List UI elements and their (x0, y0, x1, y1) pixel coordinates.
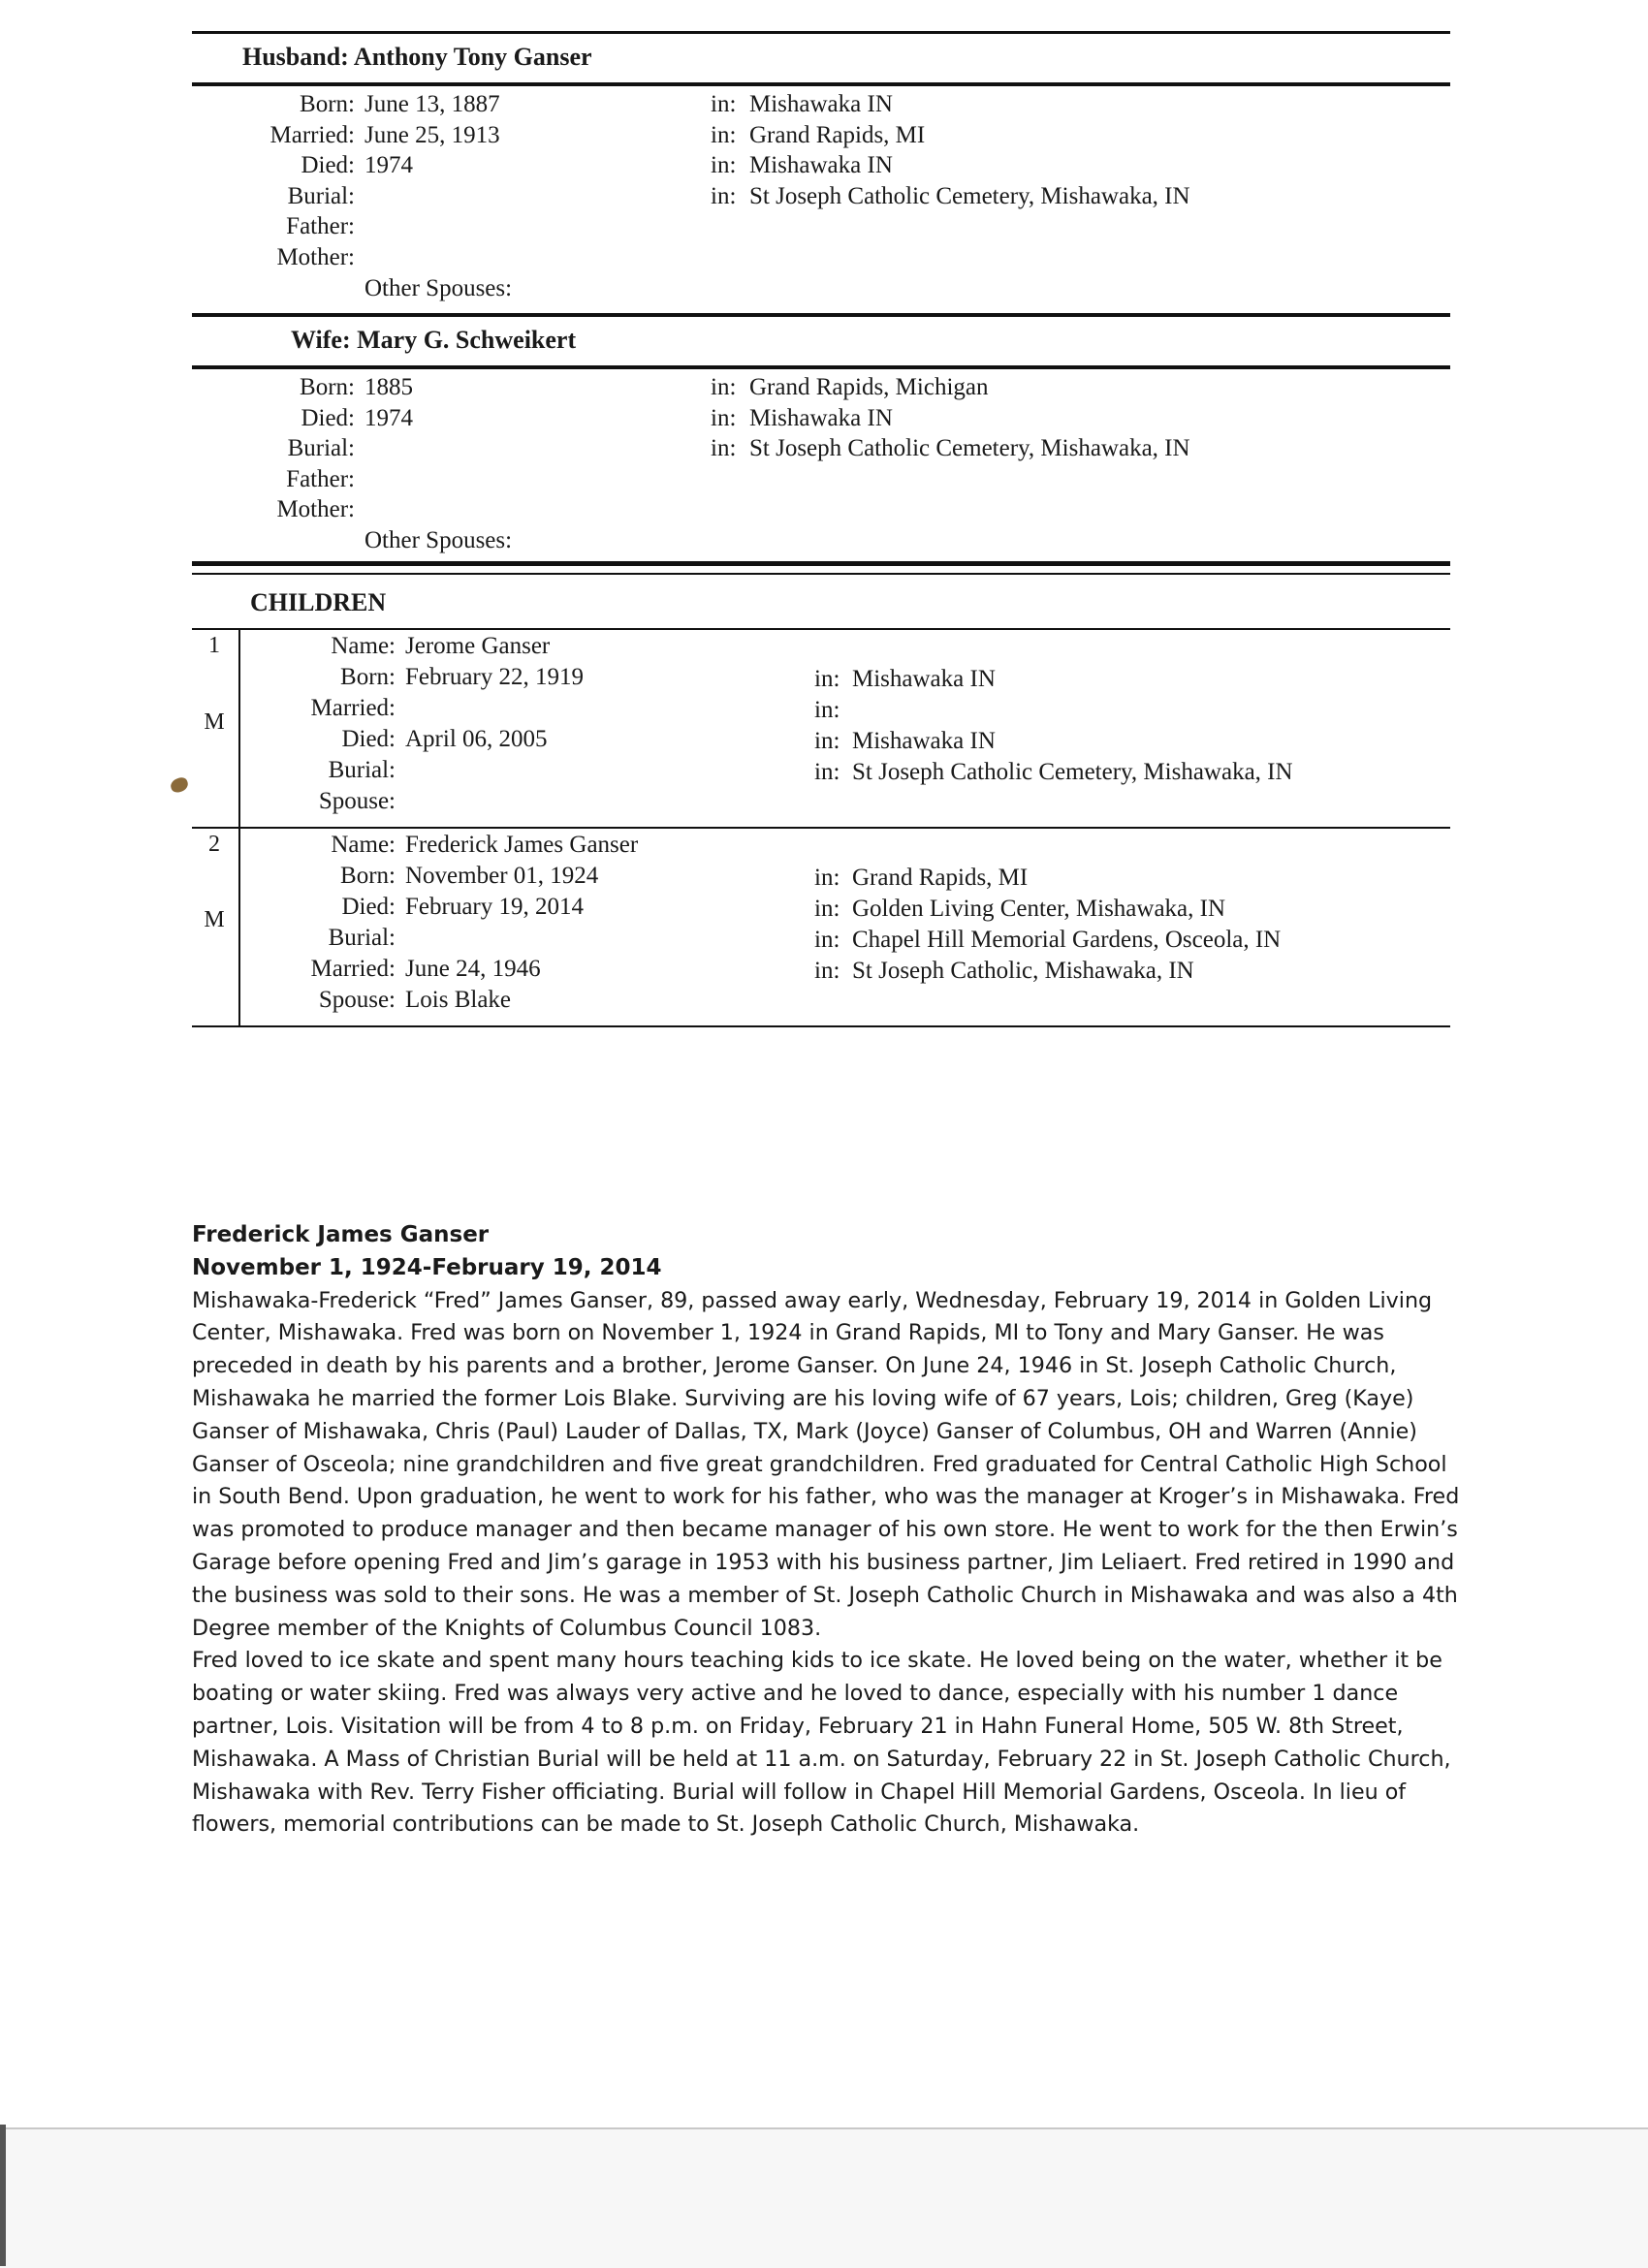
husband-born-value: June 13, 1887 (364, 91, 500, 117)
child-2-burial-place: Chapel Hill Memorial Gardens, Osceola, IN (852, 927, 1282, 953)
child-1-name-label: Name: (331, 633, 396, 659)
child-2-born-value: November 01, 1924 (405, 863, 599, 889)
wife-died-label: Died: (301, 405, 355, 431)
children-header: CHILDREN (250, 588, 387, 616)
wife-born-label: Born: (300, 374, 355, 400)
husband-burial-label: Burial: (287, 183, 355, 209)
child-2-born-place: Grand Rapids, MI (852, 865, 1029, 891)
child-2-born-in: in: (814, 865, 840, 891)
child-1-burial-place: St Joseph Catholic Cemetery, Mishawaka, IN (852, 759, 1293, 785)
child-1-died-place: Mishawaka IN (852, 728, 996, 754)
child-2-married-place: St Joseph Catholic, Mishawaka, IN (852, 958, 1194, 984)
child-1-burial-in: in: (814, 759, 840, 785)
children-top-rule-thin (192, 573, 1450, 575)
child-2-sex: M (204, 907, 225, 932)
wife-died-value: 1974 (364, 405, 413, 431)
child-2-died-label: Died: (341, 894, 396, 920)
paper-speck (169, 775, 190, 794)
wife-born-in: in: (711, 374, 737, 400)
child-2-name-value: Frederick James Ganser (405, 832, 639, 858)
wife-burial-label: Burial: (287, 435, 355, 461)
obituary (192, 1219, 1472, 1842)
husband-married-place: Grand Rapids, MI (749, 122, 926, 148)
husband-header-label: Husband: (242, 43, 349, 71)
wife-died-place: Mishawaka IN (749, 405, 893, 431)
wife-name: Mary G. Schweikert (357, 326, 577, 354)
child-1-name-value: Jerome Ganser (405, 633, 551, 659)
child-2-burial-label: Burial: (328, 925, 396, 951)
child-1-born-in: in: (814, 666, 840, 692)
husband-father-label: Father: (286, 213, 355, 239)
child-1-born-value: February 22, 1919 (405, 664, 584, 690)
child-1-died-in: in: (814, 728, 840, 754)
husband-married-label: Married: (269, 122, 355, 148)
child-2-name-label: Name: (331, 832, 396, 858)
child-1-spouse-label: Spouse: (318, 788, 396, 814)
child-2-born-label: Born: (340, 863, 396, 889)
child-2-burial-in: in: (814, 927, 840, 953)
husband-died-in: in: (711, 152, 737, 178)
wife-header (291, 326, 576, 355)
obituary-paragraph-2: Fred loved to ice skate and spent many hours teaching kids to ice skate. He loved being on the water, whether it be boating or water skiing. Fred was always very active and he loved to dance, especially with his number 1 dance partner, Lois. Visitation will be from 4 to 8 p.m. on Friday, February 21 in Hahn Funeral Home, 505 W. 8th Street, Mishawaka. A Mass of Christian Burial will be held at 11 a.m. on Saturday, February 22 in St. Joseph Catholic Church, Mishawaka with Rev. Terry Fisher officiating. Burial will follow in Chapel Hill Memorial Gardens, Osceola. In lieu of flowers, memorial contributions can be made to St. Joseph Catholic Church, Mishawaka. (192, 1648, 1451, 1838)
child-2-married-value: June 24, 1946 (405, 956, 541, 982)
child-1-married-label: Married: (310, 695, 396, 721)
child-2-died-in: in: (814, 896, 840, 922)
child-2-spouse-value: Lois Blake (405, 987, 512, 1013)
husband-born-place: Mishawaka IN (749, 91, 893, 117)
husband-born-label: Born: (300, 91, 355, 117)
husband-died-label: Died: (301, 152, 355, 178)
wife-born-value: 1885 (364, 374, 413, 400)
child-2-died-place: Golden Living Center, Mishawaka, IN (852, 896, 1226, 922)
husband-header (242, 43, 592, 72)
child-2-married-label: Married: (310, 956, 396, 982)
scanner-left-edge (0, 2125, 6, 2266)
scanner-bottom-band (0, 2127, 1648, 2268)
child-2-number: 2 (208, 832, 220, 857)
husband-died-value: 1974 (364, 152, 413, 178)
child-1-died-label: Died: (341, 726, 396, 752)
husband-header-rule (192, 82, 1450, 86)
child-1-died-value: April 06, 2005 (405, 726, 548, 752)
wife-burial-place: St Joseph Catholic Cemetery, Mishawaka, IN (749, 435, 1190, 461)
child-divider-rule (192, 827, 1450, 829)
top-rule (192, 31, 1450, 34)
husband-mother-label: Mother: (276, 244, 355, 270)
husband-burial-in: in: (711, 183, 737, 209)
child-1-born-label: Born: (340, 664, 396, 690)
child-2-spouse-label: Spouse: (318, 987, 396, 1013)
obituary-name: Frederick James Ganser (192, 1222, 490, 1247)
wife-other-spouses-label: Other Spouses: (364, 527, 513, 553)
husband-born-in: in: (711, 91, 737, 117)
child-1-burial-label: Burial: (328, 757, 396, 783)
husband-married-in: in: (711, 122, 737, 148)
wife-mother-label: Mother: (276, 496, 355, 522)
wife-burial-in: in: (711, 435, 737, 461)
children-top-rule-thick (192, 561, 1450, 566)
wife-died-in: in: (711, 405, 737, 431)
child-1-sex: M (204, 709, 225, 735)
husband-other-spouses-label: Other Spouses: (364, 275, 513, 301)
child-1-married-in: in: (814, 697, 840, 723)
children-header-rule (192, 628, 1450, 630)
husband-died-place: Mishawaka IN (749, 152, 893, 178)
obituary-dates: November 1, 1924-February 19, 2014 (192, 1254, 662, 1280)
wife-born-place: Grand Rapids, Michigan (749, 374, 989, 400)
child-1-number: 1 (208, 633, 220, 658)
wife-header-label: Wife: (291, 326, 351, 354)
child-2-died-value: February 19, 2014 (405, 894, 584, 920)
wife-header-rule (192, 365, 1450, 369)
child-2-married-in: in: (814, 958, 840, 984)
wife-father-label: Father: (286, 466, 355, 492)
children-bottom-rule (192, 1025, 1450, 1027)
wife-top-rule (192, 313, 1450, 317)
husband-name: Anthony Tony Ganser (353, 43, 592, 71)
husband-burial-place: St Joseph Catholic Cemetery, Mishawaka, IN (749, 183, 1190, 209)
husband-married-value: June 25, 1913 (364, 122, 500, 148)
obituary-paragraph-1: Mishawaka-Frederick “Fred” James Ganser, 89, passed away early, Wednesday, February 19, 2014 in Golden Living Center, Mishawaka. Fred was born on November 1, 1924 in Grand Rapids, MI to Tony and Mary Ganser. He was preceded in death by his parents and a brother, Jerome Ganser. On June 24, 1946 in St. Joseph Catholic Church, Mishawaka he married the former Lois Blake. Surviving are his loving wife of 67 years, Lois; children, Greg (Kaye) Ganser of Mishawaka, Chris (Paul) Lauder of Dallas, TX, Mark (Joyce) Ganser of Columbus, OH and Warren (Annie) Ganser of Osceola; nine grandchildren and five great grandchildren. Fred graduated for Central Catholic High School in South Bend. Upon graduation, he went to work for his father, who was the manager at Kroger’s in Mishawaka. Fred was promoted to produce manager and then became manager of his own store. He went to work for the then Erwin’s Garage before opening Fred and Jim’s garage in 1953 with his business partner, Jim Leliaert. Fred retired in 1990 and the business was sold to their sons. He was a member of St. Joseph Catholic Church in Mishawaka and was also a 4th Degree member of the Knights of Columbus Council 1083. (192, 1287, 1460, 1641)
child-1-born-place: Mishawaka IN (852, 666, 996, 692)
